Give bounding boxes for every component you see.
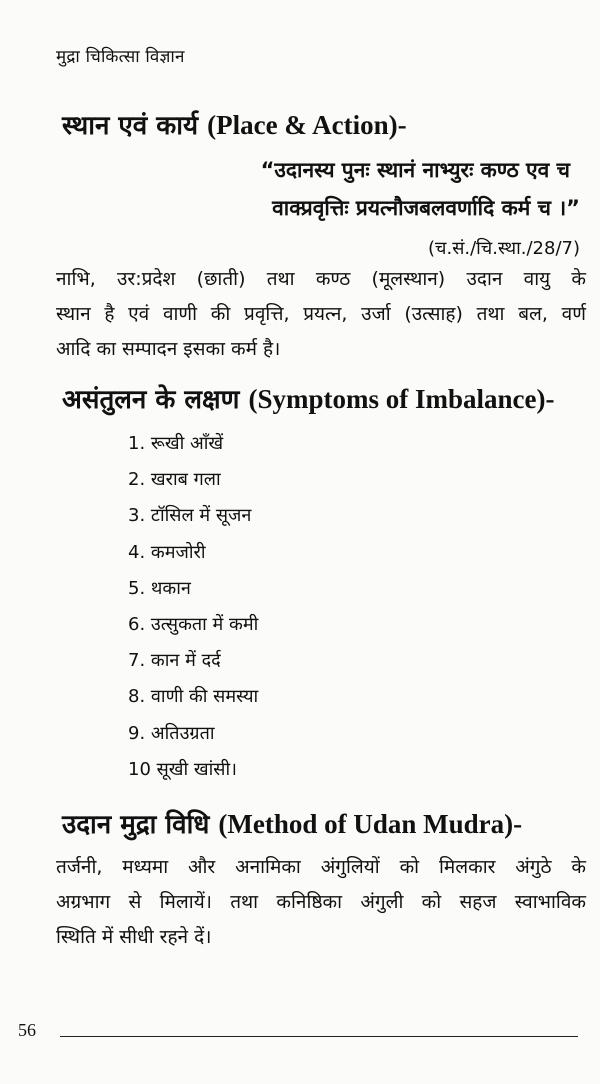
verse-reference: (च.सं./चि.स्था./28/7) bbox=[428, 238, 580, 259]
list-item: 8. वाणी की समस्या bbox=[128, 686, 259, 708]
paragraph-line: आदि का सम्पादन इसका कर्म है। bbox=[56, 338, 281, 360]
paragraph-line: स्थिति में सीधी रहने दें। bbox=[56, 926, 212, 948]
sanskrit-verse-line-2: वाक्प्रवृत्तिः प्रयत्नौजबलवर्णादि कर्म च ।” bbox=[272, 196, 580, 220]
list-item: 5. थकान bbox=[128, 577, 191, 599]
paragraph-line: अग्रभाग से मिलायें। तथा कनिष्ठिका अंगुली को सहज स्वाभाविक bbox=[56, 891, 586, 913]
heading-english: (Symptoms of Imbalance)- bbox=[248, 384, 555, 414]
heading-hindi: उदान मुद्रा विधि bbox=[62, 810, 210, 840]
list-item: 3. टॉसिल में सूजन bbox=[128, 505, 252, 527]
list-item: 9. अतिउग्रता bbox=[128, 722, 215, 744]
page-number: 56 bbox=[18, 1020, 36, 1040]
section-heading-place-action bbox=[62, 106, 407, 142]
paragraph-line: स्थान है एवं वाणी की प्रवृत्ति, प्रयत्न, उर्जा (उत्साह) तथा बल, वर्ण bbox=[56, 303, 586, 325]
list-item: 1. रूखी आँखें bbox=[128, 433, 224, 454]
list-item: 10 सूखी खांसी। bbox=[128, 758, 237, 780]
place-action-paragraph bbox=[56, 262, 586, 367]
list-item: 6. उत्सुकता में कमी bbox=[128, 613, 259, 635]
footer-rule bbox=[60, 1036, 578, 1037]
running-head: मुद्रा चिकित्सा विज्ञान bbox=[56, 47, 185, 67]
sanskrit-verse-line-1: “उदानस्य पुनः स्थानं नाभ्युरः कण्ठ एव च bbox=[260, 158, 570, 182]
symptoms-list bbox=[128, 426, 258, 788]
list-item: 4. कमजोरी bbox=[128, 541, 206, 563]
section-heading-symptoms bbox=[62, 380, 555, 416]
list-item: 7. कान में दर्द bbox=[128, 650, 221, 672]
heading-hindi: स्थान एवं कार्य bbox=[62, 111, 199, 141]
method-paragraph bbox=[56, 850, 586, 955]
paragraph-line: नाभि, उर:प्रदेश (छाती) तथा कण्ठ (मूलस्थान) उदान वायु के bbox=[56, 268, 586, 290]
list-item: 2. खराब गला bbox=[128, 469, 221, 491]
heading-hindi: असंतुलन के लक्षण bbox=[62, 385, 240, 415]
heading-english: (Place & Action)- bbox=[207, 110, 407, 140]
section-heading-method bbox=[62, 805, 522, 841]
heading-english: (Method of Udan Mudra)- bbox=[218, 809, 523, 839]
paragraph-line: तर्जनी, मध्यमा और अनामिका अंगुलियों को मिलकार अंगुठे के bbox=[56, 856, 586, 878]
